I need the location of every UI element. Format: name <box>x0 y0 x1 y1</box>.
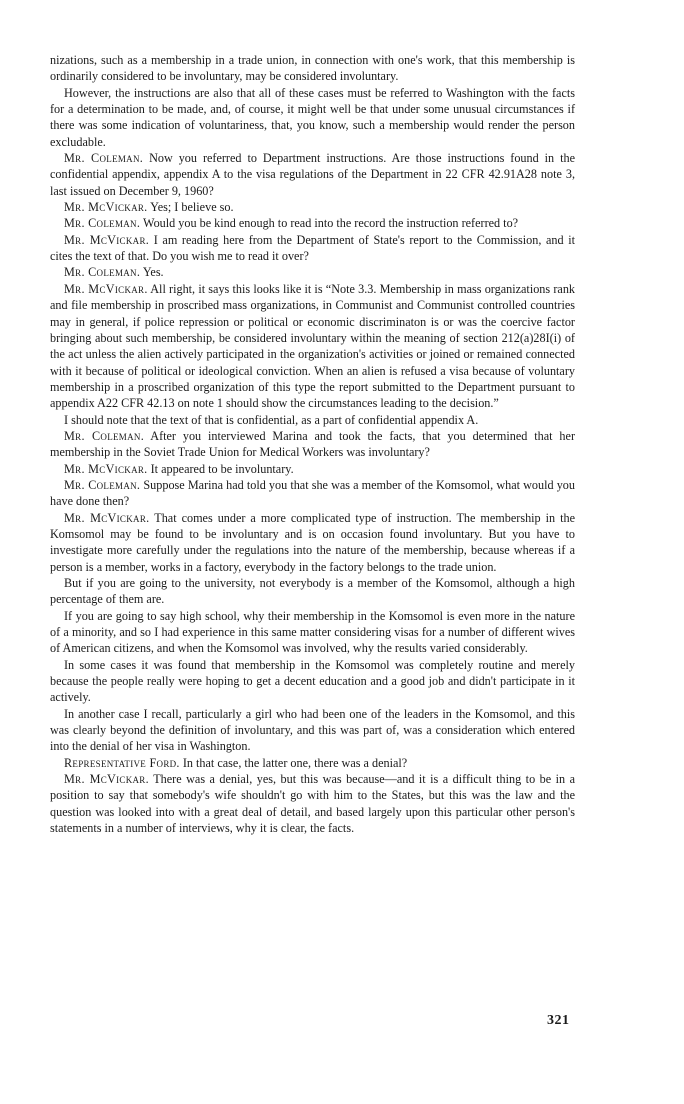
paragraph: Mr. McVickar. I am reading here from the Department of State's report to the Commission, and it cites the text of that. Do you wish me to read it over? <box>50 232 576 264</box>
paragraph: Mr. Coleman. Would you be kind enough to read into the record the instruction referred to? <box>64 216 519 231</box>
speaker-name: Mr. McVickar. <box>64 461 148 476</box>
paragraph: Mr. McVickar. There was a denial, yes, but this was because—and it is a difficult thing to be in a position to say that somebody's wife shouldn't go with him to the States, but this was the law and the question was looked into with a great deal of detail, and based largely upon this particular other person's statements in a number of interviews, why it is clear, the facts. <box>50 772 575 836</box>
speaker-name: Mr. McVickar. <box>64 232 150 247</box>
paragraph: Mr. McVickar. Yes; I believe so. <box>64 200 234 215</box>
paragraph: Mr. McVickar. It appeared to be involuntary. <box>64 461 294 476</box>
speaker-name: Mr. McVickar. <box>64 281 148 296</box>
speaker-name: Mr. McVickar. <box>64 772 149 787</box>
speaker-name: Mr. Coleman. <box>64 428 145 443</box>
paragraph: Representative Ford. In that case, the latter one, there was a denial? <box>64 755 408 770</box>
paragraph: However, the instructions are also that all of these cases must be referred to Washington with the facts for a determination to be made, and, of course, it might well be that under some unusual circumstances if there was some indication of voluntariness, that, you know, such a membership would render the person excludable. <box>50 85 575 149</box>
paragraph: I should note that the text of that is confidential, as a part of confidential appendix A. <box>64 412 479 427</box>
speaker-name: Mr. Coleman. <box>64 216 141 231</box>
speaker-name: Representative Ford. <box>64 755 180 770</box>
page-number: 321 <box>547 1013 570 1028</box>
paragraph: If you are going to say high school, why their membership in the Komsomol is even more in the nature of a minority, and so I had experience in this same matter considering visas for a number of different wives of American citizens, and when the Komsomol was involved, why the results varied considerably. <box>50 608 575 656</box>
speaker-name: Mr. Coleman. <box>64 265 141 280</box>
paragraph: Mr. McVickar. All right, it says this looks like it is “Note 3.3. Membership in mass organizations rank and file membership in proscribed mass organizations, in Communist and Communist controlled countries may in general, if police repression or political or economic discriminaton is or was the coercive factor bringing about such membership, be considered involuntary within the meaning of section 212(a)28I(i) of the act unless the alien actively participated in the organization's activities or joined or remained connected with it because of political or ideological conviction. When an alien is refused a visa because of voluntary membership in a proscribed organization of this type the report submitted to the Department pursuant to appendix A22 CFR 42.13 on note 1 should show the circumstances leading to the decision.” <box>50 281 576 411</box>
paragraph: Mr. Coleman. Now you referred to Department instructions. Are those instructions found in the confidential appendix, appendix A to the visa regulations of the Department in 22 CFR 42.91A28 note 3, last issued on December 9, 1960? <box>50 151 575 198</box>
speaker-name: Mr. Coleman. <box>64 477 141 492</box>
paragraph: Mr. Coleman. Yes. <box>64 265 164 280</box>
paragraph: In some cases it was found that membership in the Komsomol was completely routine and merely because the people really were hoping to get a decent education and a good job and didn't participate in it actively. <box>50 657 575 705</box>
paragraph: Mr. Coleman. Suppose Marina had told you that she was a member of the Komsomol, what would you have done then? <box>50 477 575 509</box>
paragraph: Mr. McVickar. That comes under a more complicated type of instruction. The membership in the Komsomol may be found to be involuntary and is on occasion found involuntary. But you have to investigate more carefully under the regulations into the nature of the membership, because whereas if a person is a member, works in a factory, everybody in the factory belongs to the trade union. <box>50 510 575 574</box>
speaker-name: Mr. Coleman. <box>64 151 144 166</box>
paragraph: nizations, such as a membership in a trade union, in connection with one's work, that this membership is ordinarily considered to be involuntary, may be considered involuntary. <box>50 53 575 84</box>
speaker-name: Mr. McVickar. <box>64 200 148 215</box>
paragraph: In another case I recall, particularly a girl who had been one of the leaders in the Komsomol, and this was clearly beyond the definition of involuntary, and this was part of, was a consideration which entered into the denial of her visa in Washington. <box>50 706 575 754</box>
body-text <box>50 52 575 837</box>
paragraph: Mr. Coleman. After you interviewed Marina and took the facts, that you determined that her membership in the Soviet Trade Union for Medical Workers was involuntary? <box>50 428 575 460</box>
speaker-name: Mr. McVickar. <box>64 510 150 525</box>
paragraph: But if you are going to the university, not everybody is a member of the Komsomol, although a high percentage of them are. <box>50 576 575 607</box>
